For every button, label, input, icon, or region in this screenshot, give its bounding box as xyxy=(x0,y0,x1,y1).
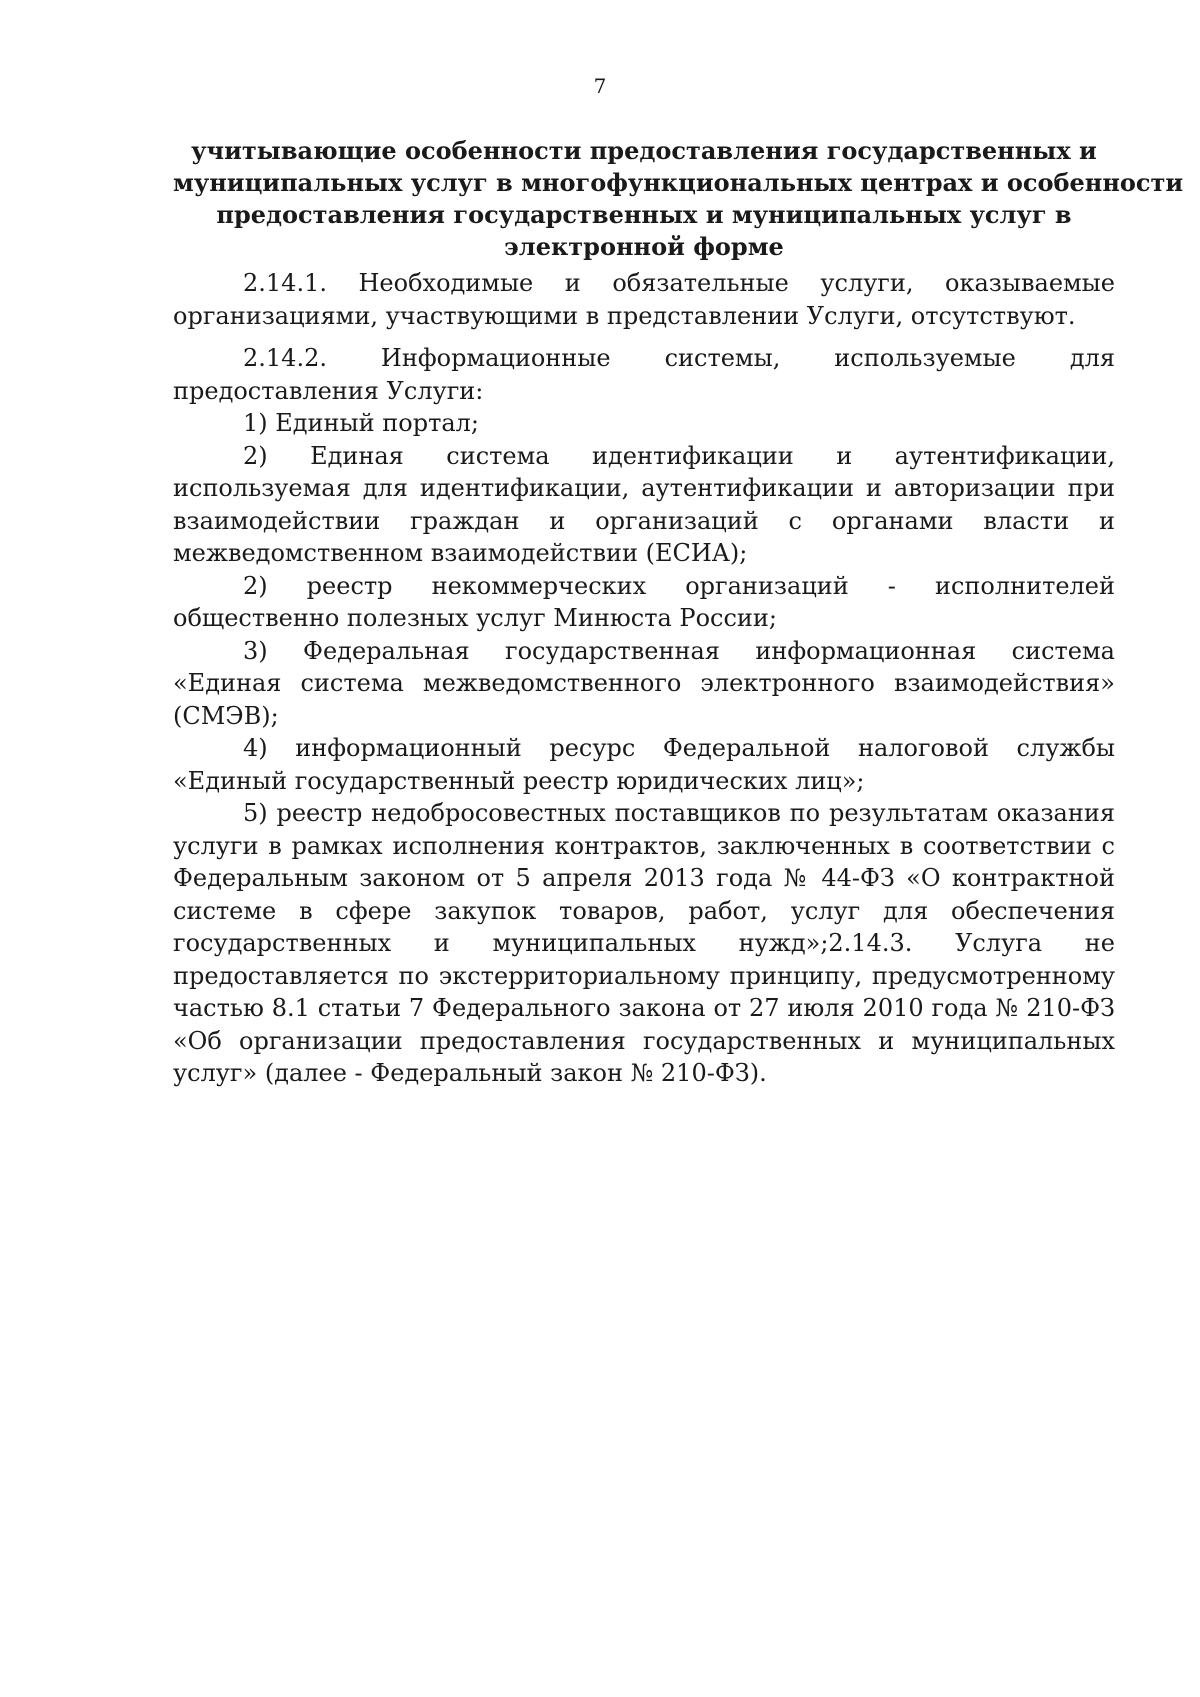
list-item-esia: 2) Единая система идентификации и аутентификации, используемая для идентификации, аутентификации и авторизации при взаимодействии граждан и организаций с органами власти и межведомственном взаимодействии (ЕСИА); xyxy=(173,441,1115,567)
document-body xyxy=(173,135,1184,1090)
heading-line: электронной форме xyxy=(504,232,784,261)
list-item-egrul: 4) информационный ресурс Федеральной налоговой службы «Единый государственный реестр юридических лиц»; xyxy=(173,734,1115,795)
list-item-unscrupulous-suppliers-registry: 5) реестр недобросовестных поставщиков по результатам оказания услуги в рамках исполнения контрактов, заключенных в соответствии с Федеральным законом от 5 апреля 2013 года № 44-ФЗ «О контрактной системе в сфере закупок товаров, работ, услуг для обеспечения государственных и муниципальных нужд»;2.14.3. Услуга не предоставляется по экстерриториальному принципу, предусмотренному частью 8.1 статьи 7 Федерального закона от 27 июля 2010 года № 210-ФЗ «Об организации предоставления государственных и муниципальных услуг» (далее - Федеральный закон № 210-ФЗ). xyxy=(173,799,1115,1087)
list-item-smev: 3) Федеральная государственная информационная система «Единая система межведомственного электронного взаимодействия» (СМЭВ); xyxy=(173,636,1115,730)
heading-line: муниципальных услуг в многофункциональных центрах и особенности xyxy=(173,168,1184,197)
paragraph-2-14-2: 2.14.2. Информационные системы, используемые для предоставления Услуги: xyxy=(173,344,1115,405)
list-item-unified-portal: 1) Единый портал; xyxy=(243,409,480,437)
heading-line: учитывающие особенности предоставления государственных и xyxy=(191,136,1097,165)
page-number: 7 xyxy=(593,74,607,98)
section-heading xyxy=(173,135,1184,263)
paragraph-2-14-1: 2.14.1. Необходимые и обязательные услуги, оказываемые организациями, участвующими в представлении Услуги, отсутствуют. xyxy=(173,269,1115,330)
list-item-nko-registry: 2) реестр некоммерческих организаций - исполнителей общественно полезных услуг Минюста России; xyxy=(173,571,1115,632)
heading-line: предоставления государственных и муниципальных услуг в xyxy=(216,200,1072,229)
